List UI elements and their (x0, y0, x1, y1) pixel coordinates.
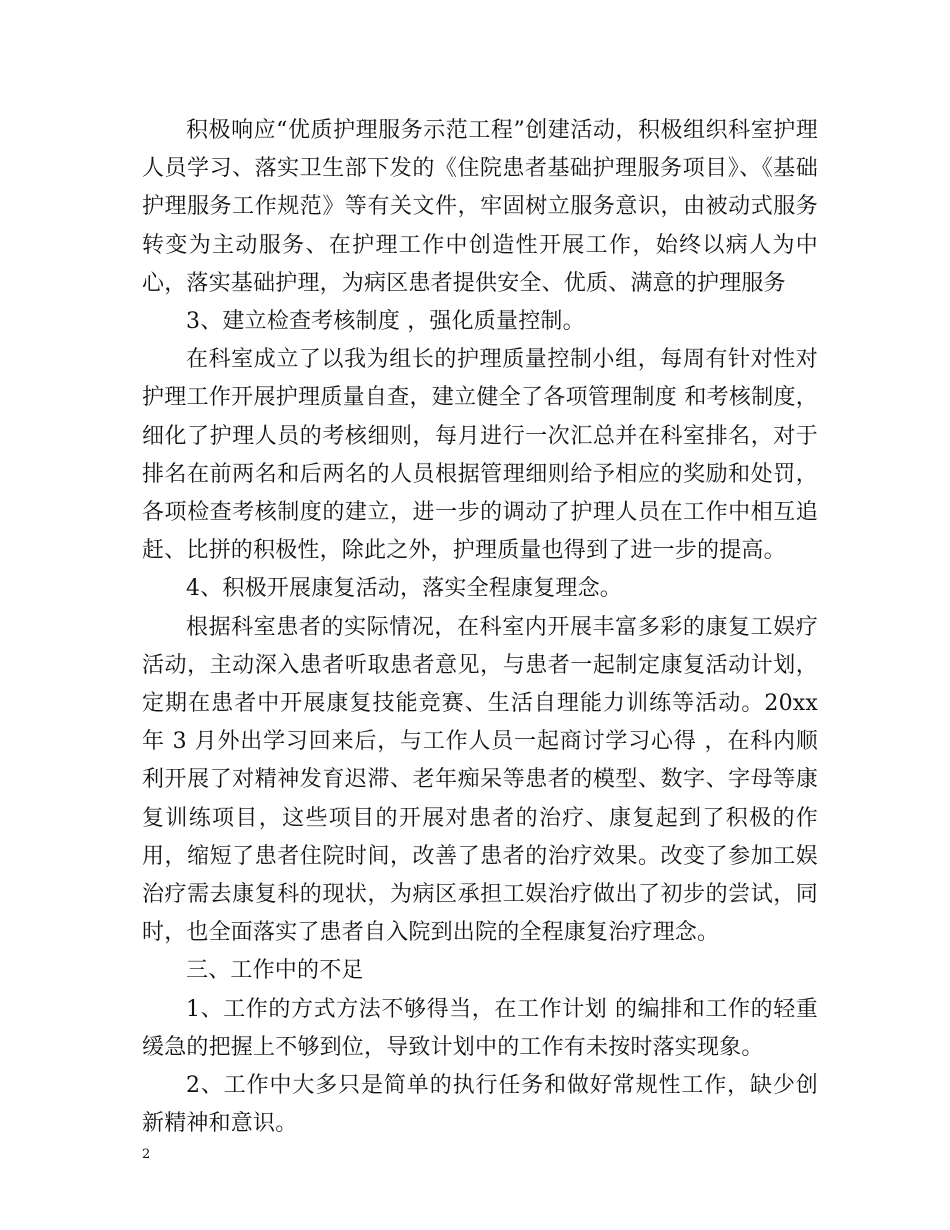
page-number: 2 (142, 1147, 151, 1162)
heading-rehabilitation: 4、积极开展康复活动，落实全程康复理念。 (186, 576, 622, 602)
document-body (142, 112, 818, 1143)
heading-shortcomings: 三、工作中的不足 (186, 958, 364, 984)
paragraph-quality-nursing: 积极响应“优质护理服务示范工程”创建活动，积极组织科室护理人员学习、落实卫生部下发的《住院患者基础护理服务项目》、《基础护理服务工作规范》等有关文件，牢固树立服务意识，由被动式服务转变为主动服务、在护理工作中创造性开展工作，始终以病人为中心，落实基础护理，为病区患者提供安全、优质、满意的护理服务 (142, 118, 818, 296)
paragraph-shortcoming-1: 1、工作的方式方法不够得当，在工作计划 的编排和工作的轻重缓急的把握上不够到位，导致计划中的工作有未按时落实现象。 (142, 996, 818, 1060)
paragraph-shortcoming-2: 2、工作中大多只是简单的执行任务和做好常规性工作，缺少创新精神和意识。 (142, 1073, 818, 1137)
paragraph-rehabilitation: 根据科室患者的实际情况，在科室内开展丰富多彩的康复工娱疗活动，主动深入患者听取患者意见，与患者一起制定康复活动计划，定期在患者中开展康复技能竞赛、生活自理能力训练等活动。20xx 年 3 月外出学习回来后，与工作人员一起商讨学习心得 ，在科内顺利开展了对精神发育迟滞、老年痴呆等患者的模型、数字、字母等康复训练项目，这些项目的开展对患者的治疗、康复起到了积极的作用，缩短了患者住院时间，改善了患者的治疗效果。改变了参加工娱治疗需去康复科的现状，为病区承担工娱治疗做出了初步的尝试，同时，也全面落实了患者自入院到出院的全程康复治疗理念。 (142, 614, 818, 946)
paragraph-quality-control: 在科室成立了以我为组长的护理质量控制小组，每周有针对性对护理工作开展护理质量自查，建立健全了各项管理制度 和考核制度，细化了护理人员的考核细则，每月进行一次汇总并在科室排名，对于排名在前两名和后两名的人员根据管理细则给予相应的奖励和处罚，各项检查考核制度的建立，进一步的调动了护理人员在工作中相互追赶、比拼的积极性，除此之外，护理质量也得到了进一步的提高。 (142, 347, 818, 564)
heading-inspection-system: 3、建立检查考核制度 ，强化质量控制。 (186, 309, 585, 335)
